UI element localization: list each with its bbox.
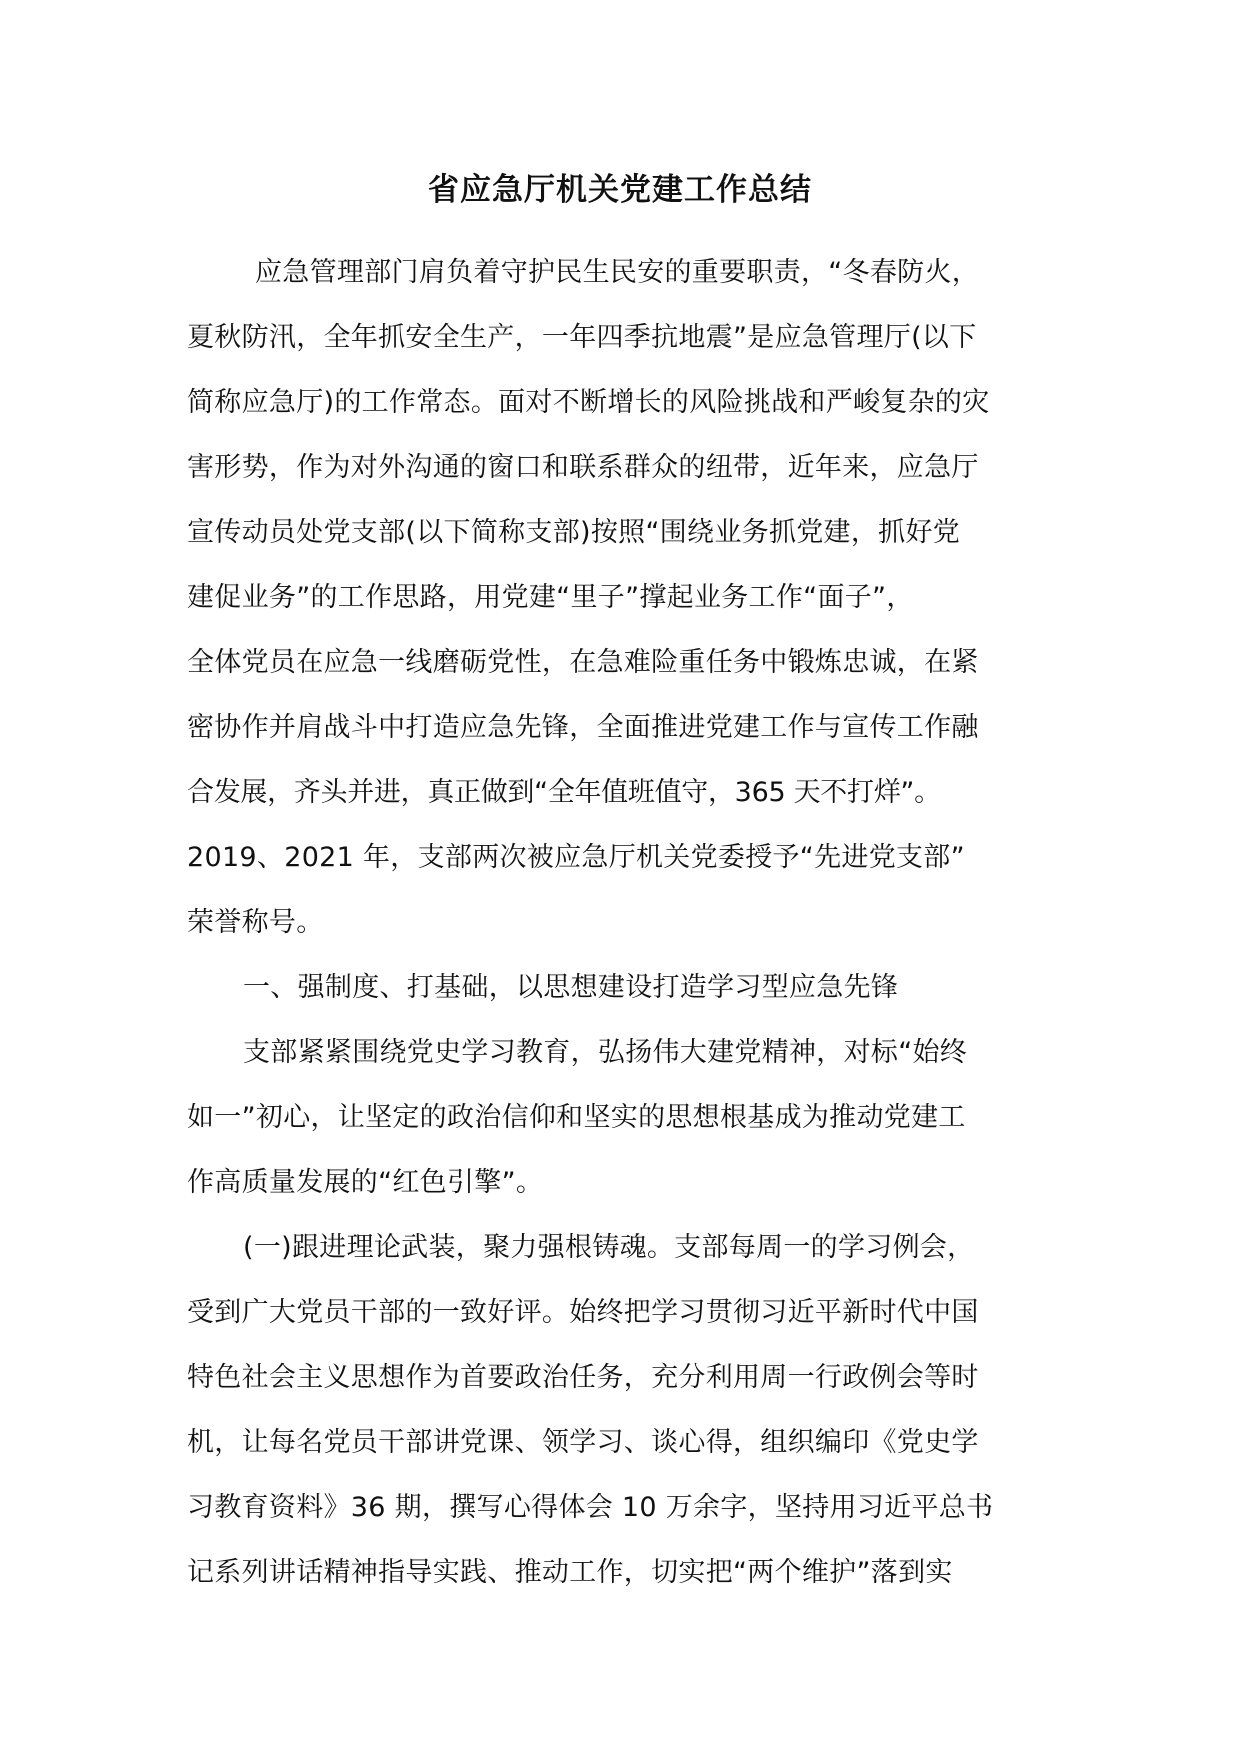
- paragraph-line: 合发展，齐头并进，真正做到“全年值班值守，365 天不打烊”。: [187, 777, 941, 808]
- document-body: [187, 240, 1057, 1605]
- document-title: 省应急厅机关党建工作总结: [428, 172, 812, 208]
- paragraph-line: 如一”初心，让坚定的政治信仰和坚实的思想根基成为推动党建工: [187, 1102, 966, 1133]
- paragraph-line: 受到广大党员干部的一致好评。始终把学习贯彻习近平新时代中国: [187, 1297, 979, 1328]
- paragraph-line: 机，让每名党员干部讲党课、领学习、谈心得，组织编印《党史学: [187, 1427, 979, 1458]
- section-heading: 一、强制度、打基础，以思想建设打造学习型应急先锋: [243, 972, 899, 1003]
- paragraph-line: 宣传动员处党支部(以下简称支部)按照“围绕业务抓党建，抓好党: [187, 517, 961, 548]
- paragraph-line: 简称应急厅)的工作常态。面对不断增长的风险挑战和严峻复杂的灾: [187, 387, 990, 418]
- paragraph-line: 夏秋防汛，全年抓安全生产，一年四季抗地震”是应急管理厅(以下: [187, 322, 977, 353]
- paragraph-line: 害形势，作为对外沟通的窗口和联系群众的纽带，近年来，应急厅: [187, 452, 979, 483]
- paragraph-line: 荣誉称号。: [187, 907, 324, 938]
- paragraph-line: 全体党员在应急一线磨砺党性，在急难险重任务中锻炼忠诚，在紧: [187, 647, 979, 678]
- paragraph-line: 记系列讲话精神指导实践、推动工作，切实把“两个维护”落到实: [187, 1557, 953, 1588]
- paragraph-line: 密协作并肩战斗中打造应急先锋，全面推进党建工作与宣传工作融: [187, 712, 979, 743]
- subsection-line: (一)跟进理论武装，聚力强根铸魂。支部每周一的学习例会，: [243, 1232, 975, 1263]
- paragraph-line: 应急管理部门肩负着守护民生民安的重要职责，“冬春防火，: [255, 257, 980, 288]
- paragraph-line: 2019、2021 年，支部两次被应急厅机关党委授予“先进党支部”: [187, 842, 965, 873]
- paragraph-line: 特色社会主义思想作为首要政治任务，充分利用周一行政例会等时: [187, 1362, 979, 1393]
- paragraph-line: 习教育资料》36 期，撰写心得体会 10 万余字，坚持用习近平总书: [187, 1492, 994, 1523]
- paragraph-line: 作高质量发展的“红色引擎”。: [187, 1167, 544, 1198]
- paragraph-line: 支部紧紧围绕党史学习教育，弘扬伟大建党精神，对标“始终: [243, 1037, 968, 1068]
- paragraph-line: 建促业务”的工作思路，用党建“里子”撑起业务工作“面子”，: [187, 582, 914, 613]
